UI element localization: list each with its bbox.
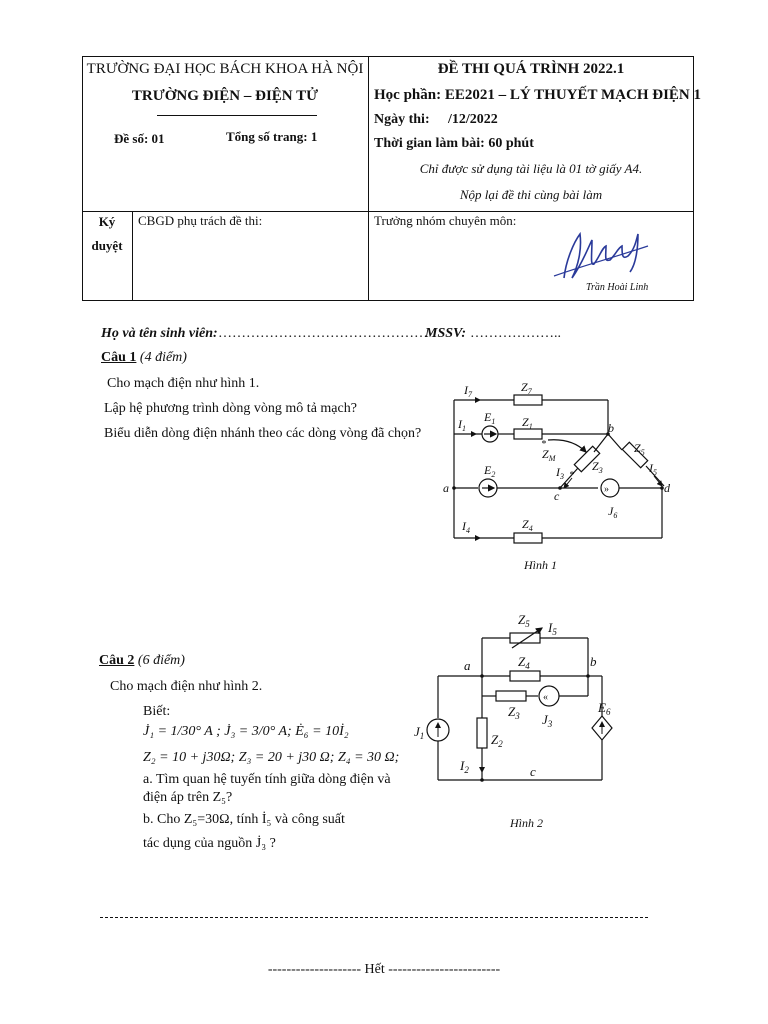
label-Z5: $Z_5$ [518, 612, 530, 629]
q2-points: (6 điểm) [137, 653, 185, 668]
q2-part-b-line-2: tác dụng của nguồn J̇₃ ? [143, 836, 276, 851]
school-name: TRƯỜNG ĐIỆN – ĐIỆN TỬ [131, 88, 319, 104]
exam-note-submit: Nộp lại đề thi cùng bài làm [459, 187, 603, 202]
label-Z4: $Z_4$ [522, 517, 533, 533]
label-I4: $I_4$ [462, 519, 470, 535]
student-id-label: MSSV: [425, 326, 466, 341]
q1-points: (4 điểm) [139, 350, 187, 365]
figure-2-circuit [412, 610, 632, 790]
exam-date-value: /12/2022 [448, 112, 498, 127]
label-ZM: $Z_M$ [542, 447, 556, 463]
q2-part-b-line-1: b. Cho Z₅=30Ω, tính İ₅ và công suất [143, 812, 345, 827]
group-head-label: Trưởng nhóm chuyên môn: [374, 213, 517, 228]
label-J3: $J_3$ [542, 712, 553, 729]
dot-mark-1: * [541, 439, 546, 450]
label-Z4: $Z_4$ [518, 654, 530, 671]
q2-given: Biết: [143, 704, 171, 719]
node-c: c [530, 764, 536, 779]
node-a: a [464, 658, 471, 673]
label-E2: $E_2$ [484, 463, 496, 479]
node-d: d [664, 481, 670, 495]
figure-1-circuit [440, 378, 680, 548]
approve-label-2: duyệt [91, 238, 123, 253]
q2-part-a-line-2: điện áp trên Z₅? [143, 790, 233, 805]
label-Z3: $Z_3$ [508, 704, 520, 721]
exam-date-label: Ngày thi: [374, 112, 430, 127]
node-a: a [443, 481, 449, 495]
university-name: TRƯỜNG ĐẠI HỌC BÁCH KHOA HÀ NỘI [86, 61, 364, 77]
q2-part-a-line-1: a. Tìm quan hệ tuyến tính giữa dòng điện và [143, 772, 391, 787]
q2-equation-2: Z₂ = 10 + j30Ω; Z₃ = 20 + j30 Ω; Z₄ = 30 Ω; [143, 750, 400, 765]
label-I2: $I_2$ [460, 758, 469, 775]
figure-1-caption: Hình 1 [524, 558, 557, 572]
label-Z5: $Z_5$ [634, 441, 645, 457]
signer-name: Trần Hoài Linh [586, 282, 649, 293]
q1-line-3: Biểu diễn dòng điện nhánh theo các dòng vòng đã chọn? [104, 426, 422, 441]
label-J6: $J_6$ [608, 504, 618, 520]
node-b: b [590, 654, 597, 669]
exam-number: Đề số: 01 [114, 131, 165, 146]
student-name-label: Họ và tên sinh viên: [101, 326, 218, 341]
student-name-field[interactable]: ……………………………………… [218, 326, 428, 341]
label-I3: $I_3$ [556, 465, 564, 481]
svg-text:»: » [604, 484, 609, 495]
label-Z1: $Z_1$ [522, 415, 533, 431]
label-E1: $E_1$ [484, 410, 496, 426]
total-pages: Tổng số trang: 1 [226, 129, 318, 144]
exam-note-materials: Chỉ được sử dụng tài liệu là 01 tờ giấy A4. [419, 161, 643, 176]
q2-title: Câu 2 [99, 653, 135, 668]
q1-line-2: Lập hệ phương trình dòng vòng mô tả mạch? [104, 401, 357, 416]
svg-text:«: « [543, 692, 548, 703]
exam-title: ĐỀ THI QUÁ TRÌNH 2022.1 [437, 61, 625, 77]
course-name: Học phần: EE2021 – LÝ THUYẾT MẠCH ĐIỆN 1 [374, 87, 701, 103]
q1-title: Câu 1 [101, 350, 137, 365]
label-Z3: $Z_3$ [592, 459, 603, 475]
dot-mark-2: * [569, 470, 574, 481]
label-I7: $I_7$ [464, 383, 472, 399]
figure-2-caption: Hình 2 [510, 816, 543, 830]
exam-duration: Thời gian làm bài: 60 phút [374, 136, 534, 151]
label-I1: $I_1$ [458, 417, 466, 433]
footer-divider [100, 917, 648, 918]
end-of-exam: -------------------- Hết ------------------------ [267, 962, 501, 977]
node-b: b [608, 421, 614, 435]
label-I5: $I_5$ [548, 620, 557, 637]
label-E6: $E_6$ [598, 700, 611, 717]
lecturer-label: CBGD phụ trách đề thi: [138, 213, 263, 228]
label-Z7: $Z_7$ [521, 380, 532, 396]
approve-label-1: Ký [98, 214, 116, 229]
node-c: c [554, 489, 560, 503]
q2-intro: Cho mạch điện như hình 2. [110, 679, 263, 694]
student-id-field[interactable]: ……………….. [470, 326, 561, 341]
label-I5: $I_5$ [649, 461, 657, 477]
label-J1: $J_1$ [414, 724, 425, 741]
q2-equation-1: J̇₁ = 1/30° A ; J̇₃ = 3/0° A; Ė₆ = 10İ₂ [143, 724, 349, 739]
q1-line-1: Cho mạch điện như hình 1. [107, 376, 260, 391]
label-Z2: $Z_2$ [491, 732, 503, 749]
signature-image [552, 220, 652, 288]
